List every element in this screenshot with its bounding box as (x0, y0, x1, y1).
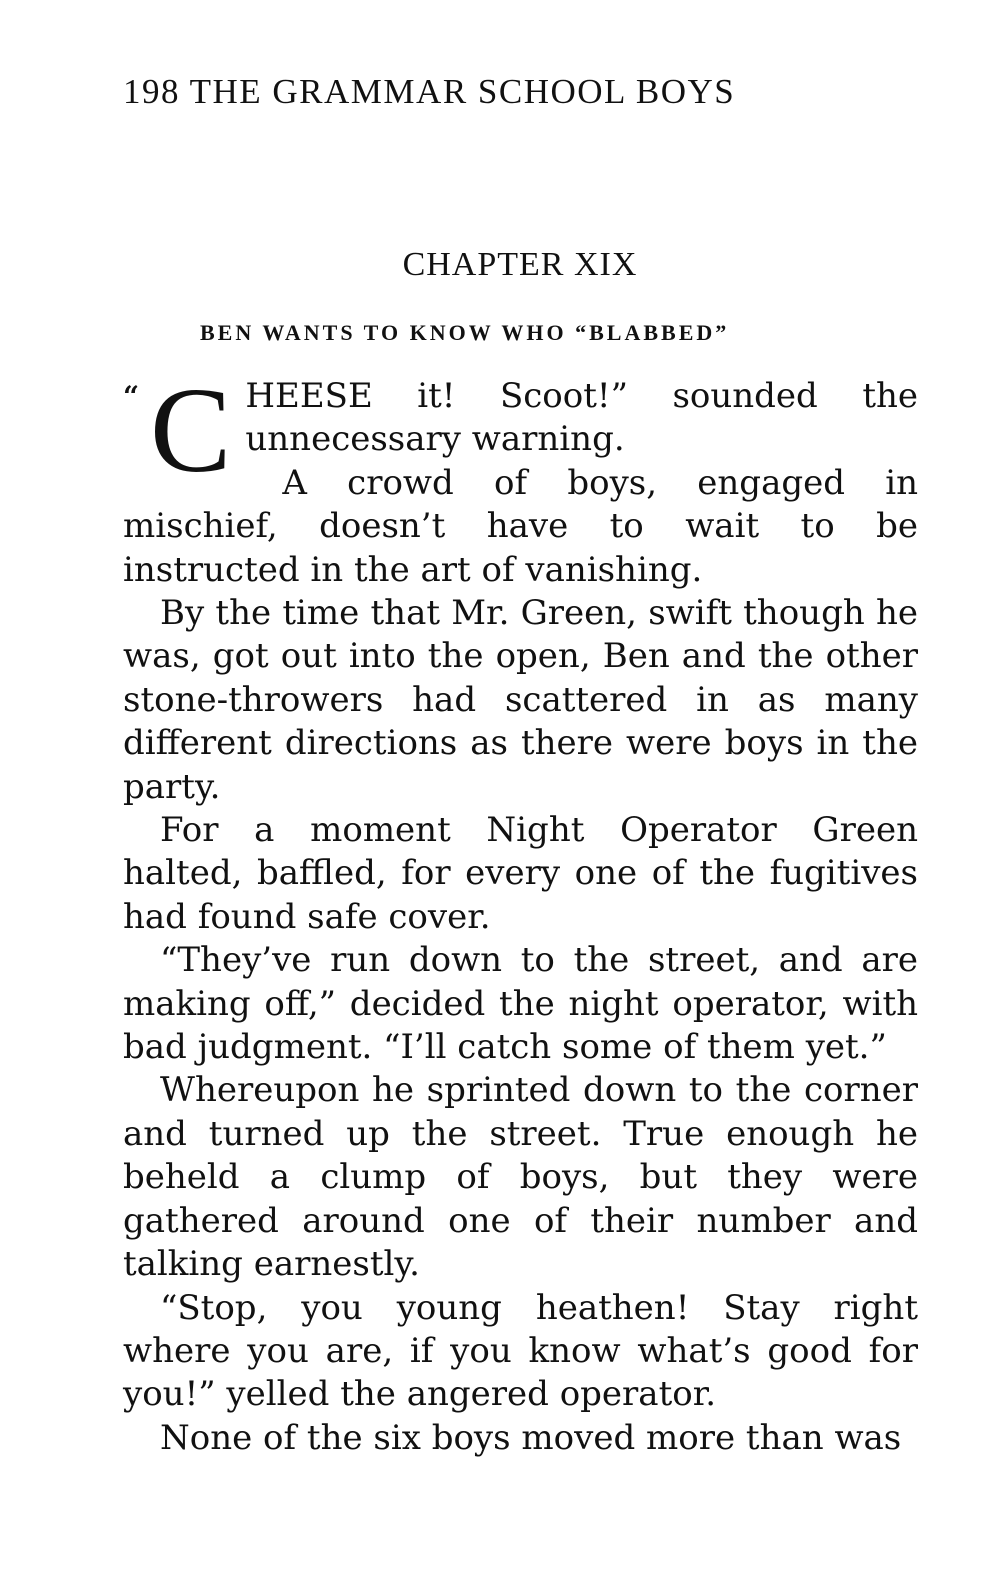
opening-paragraph: HEESE it! Scoot!” sounded the unnecessary warning. (245, 376, 918, 460)
paragraph: A crowd of boys, engaged in mischief, doesn’t have to wait to be instructed in the art of vanishing. (123, 462, 918, 590)
body-text (123, 592, 918, 1460)
paragraph: Whereupon he sprinted down to the corner and turned up the street. True enough he beheld a clump of boys, but they were gathered around one of their number and talking earnestly. (123, 1070, 918, 1285)
paragraph: None of the six boys moved more than was (160, 1417, 902, 1458)
paragraph: “Stop, you young heathen! Stay right where you are, if you know what’s good for you!” yelled the angered operator. (123, 1287, 918, 1415)
running-head: 198 THE GRAMMAR SCHOOL BOYS (123, 72, 736, 111)
paragraph: For a moment Night Operator Green halted, baffled, for every one of the fugitives had found safe cover. (123, 810, 918, 937)
chapter-title: CHAPTER XIX (402, 246, 638, 283)
drop-cap: C (150, 363, 232, 498)
chapter-subtitle: BEN WANTS TO KNOW WHO “BLABBED” (200, 320, 730, 345)
opening-quote-mark: “ (123, 380, 140, 413)
paragraph: “They’ve run down to the street, and are making off,” decided the night operator, with bad judgment. “I’ll catch some of them yet.” (123, 940, 918, 1068)
opening-paragraphs (123, 363, 918, 592)
paragraph: By the time that Mr. Green, swift though he was, got out into the open, Ben and the other stone-throwers had scattered in as many different directions as there were boys in the party. (123, 593, 918, 807)
